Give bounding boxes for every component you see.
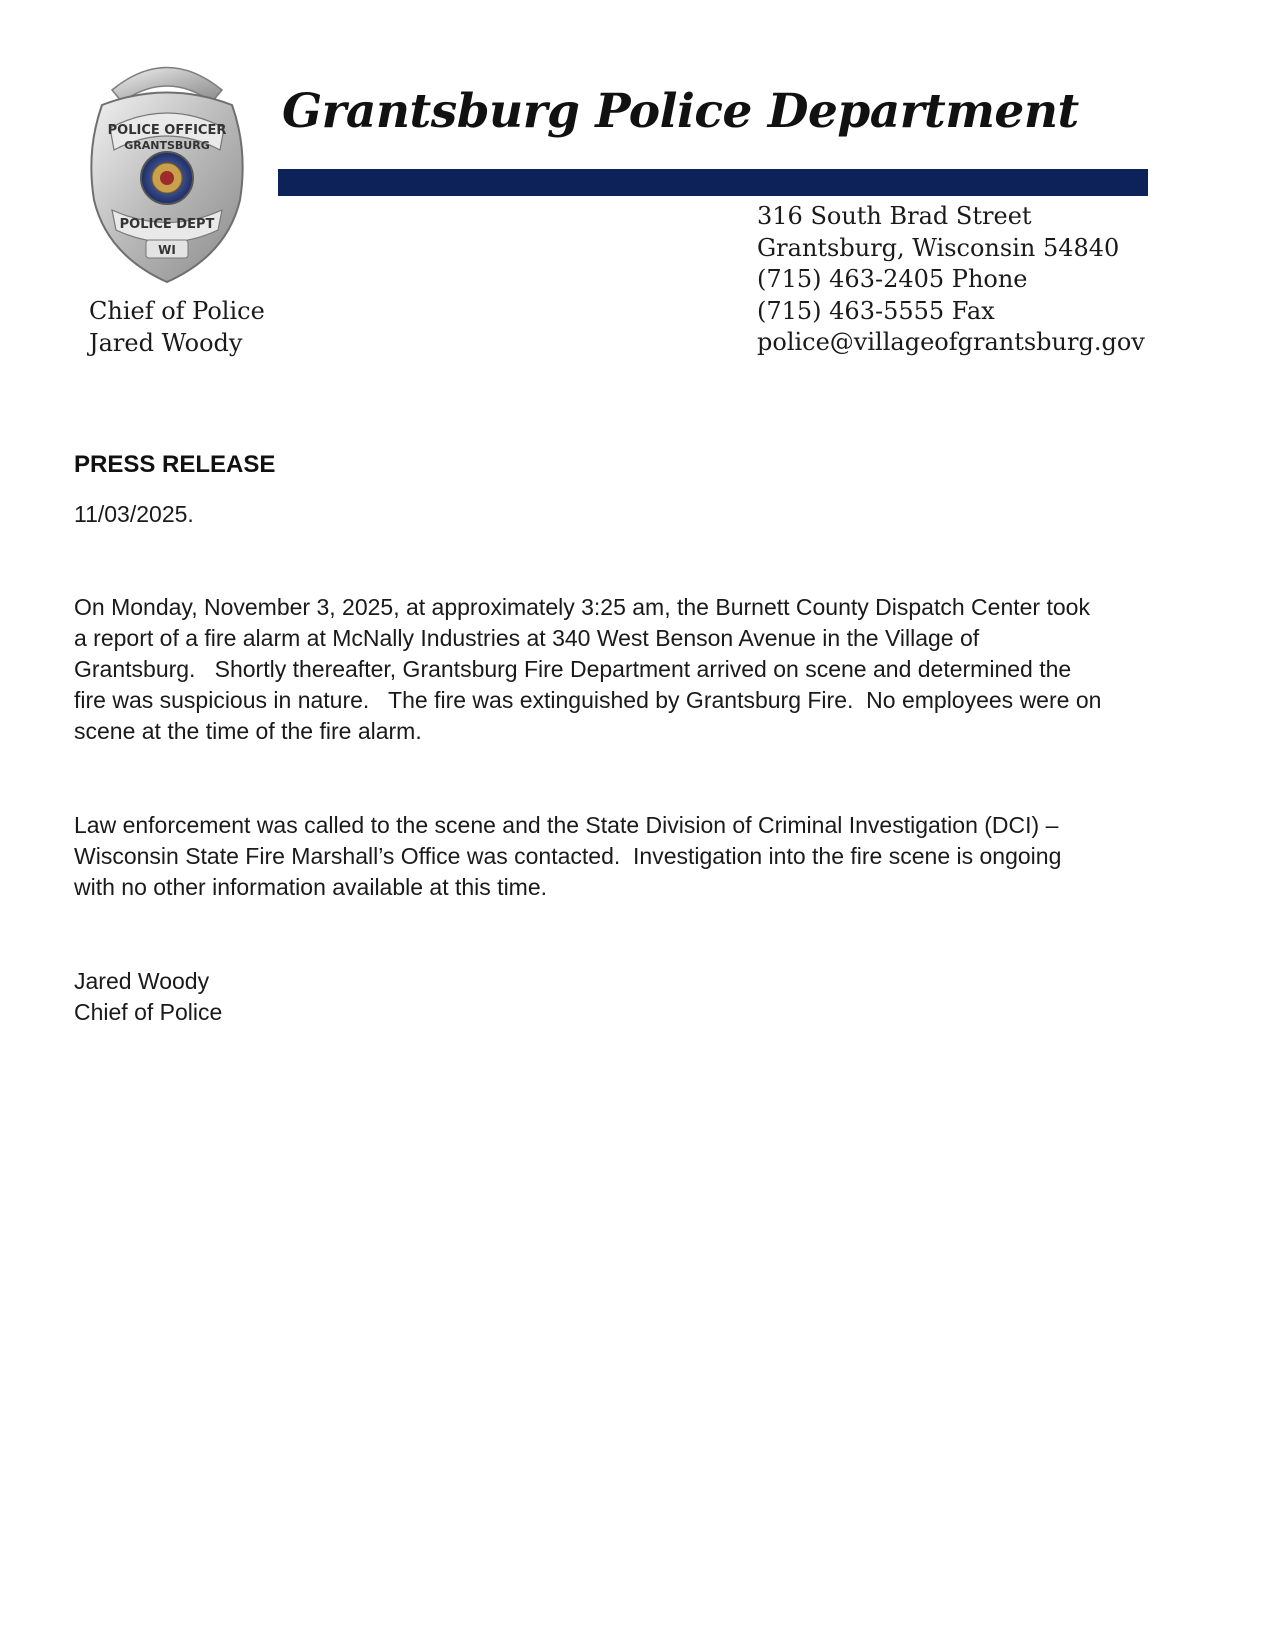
phone-number: (715) 463-2405 Phone bbox=[757, 265, 1028, 293]
department-title: Grantsburg Police Department bbox=[282, 84, 1079, 139]
release-date: 11/03/2025. bbox=[74, 501, 194, 527]
body-paragraph-1: On Monday, November 3, 2025, at approximately 3:25 am, the Burnett County Dispatch Center took a report of a fire alarm at McNally Industries at 340 West Benson Avenue in the Village of Grantsburg. Shortly thereafter, Grantsburg Fire Department arrived on scene and determined the fire was suspicious in nature. The fire was extinguished by Grantsburg Fire. No employees were on scene at the time of the fire alarm. bbox=[74, 594, 1102, 744]
chief-title: Chief of Police bbox=[89, 297, 265, 325]
city-state-zip: Grantsburg, Wisconsin 54840 bbox=[757, 233, 1120, 262]
svg-text:POLICE DEPT: POLICE DEPT bbox=[119, 217, 215, 232]
police-badge-logo bbox=[72, 50, 262, 288]
signature-block bbox=[74, 966, 222, 1028]
header-divider-bar bbox=[278, 169, 1148, 196]
street-address: 316 South Brad Street bbox=[757, 202, 1032, 230]
svg-text:GRANTSBURG: GRANTSBURG bbox=[124, 139, 210, 152]
email-address: police@villageofgrantsburg.gov bbox=[757, 328, 1145, 356]
contact-address-block bbox=[757, 201, 1145, 359]
body-paragraph-2: Law enforcement was called to the scene and the State Division of Criminal Investigation (DCI) – Wisconsin State Fire Marshall’s Office was contacted. Investigation into the fire scene is ongoing with no other information available at this time. bbox=[74, 812, 1062, 900]
svg-text:WI: WI bbox=[158, 243, 176, 257]
press-release-heading: PRESS RELEASE bbox=[74, 451, 276, 478]
chief-info bbox=[89, 295, 265, 359]
svg-text:POLICE OFFICER: POLICE OFFICER bbox=[107, 123, 227, 138]
signature-title: Chief of Police bbox=[74, 999, 223, 1025]
chief-name: Jared Woody bbox=[89, 329, 243, 357]
fax-number: (715) 463-5555 Fax bbox=[757, 296, 995, 325]
signature-name: Jared Woody bbox=[74, 968, 210, 994]
